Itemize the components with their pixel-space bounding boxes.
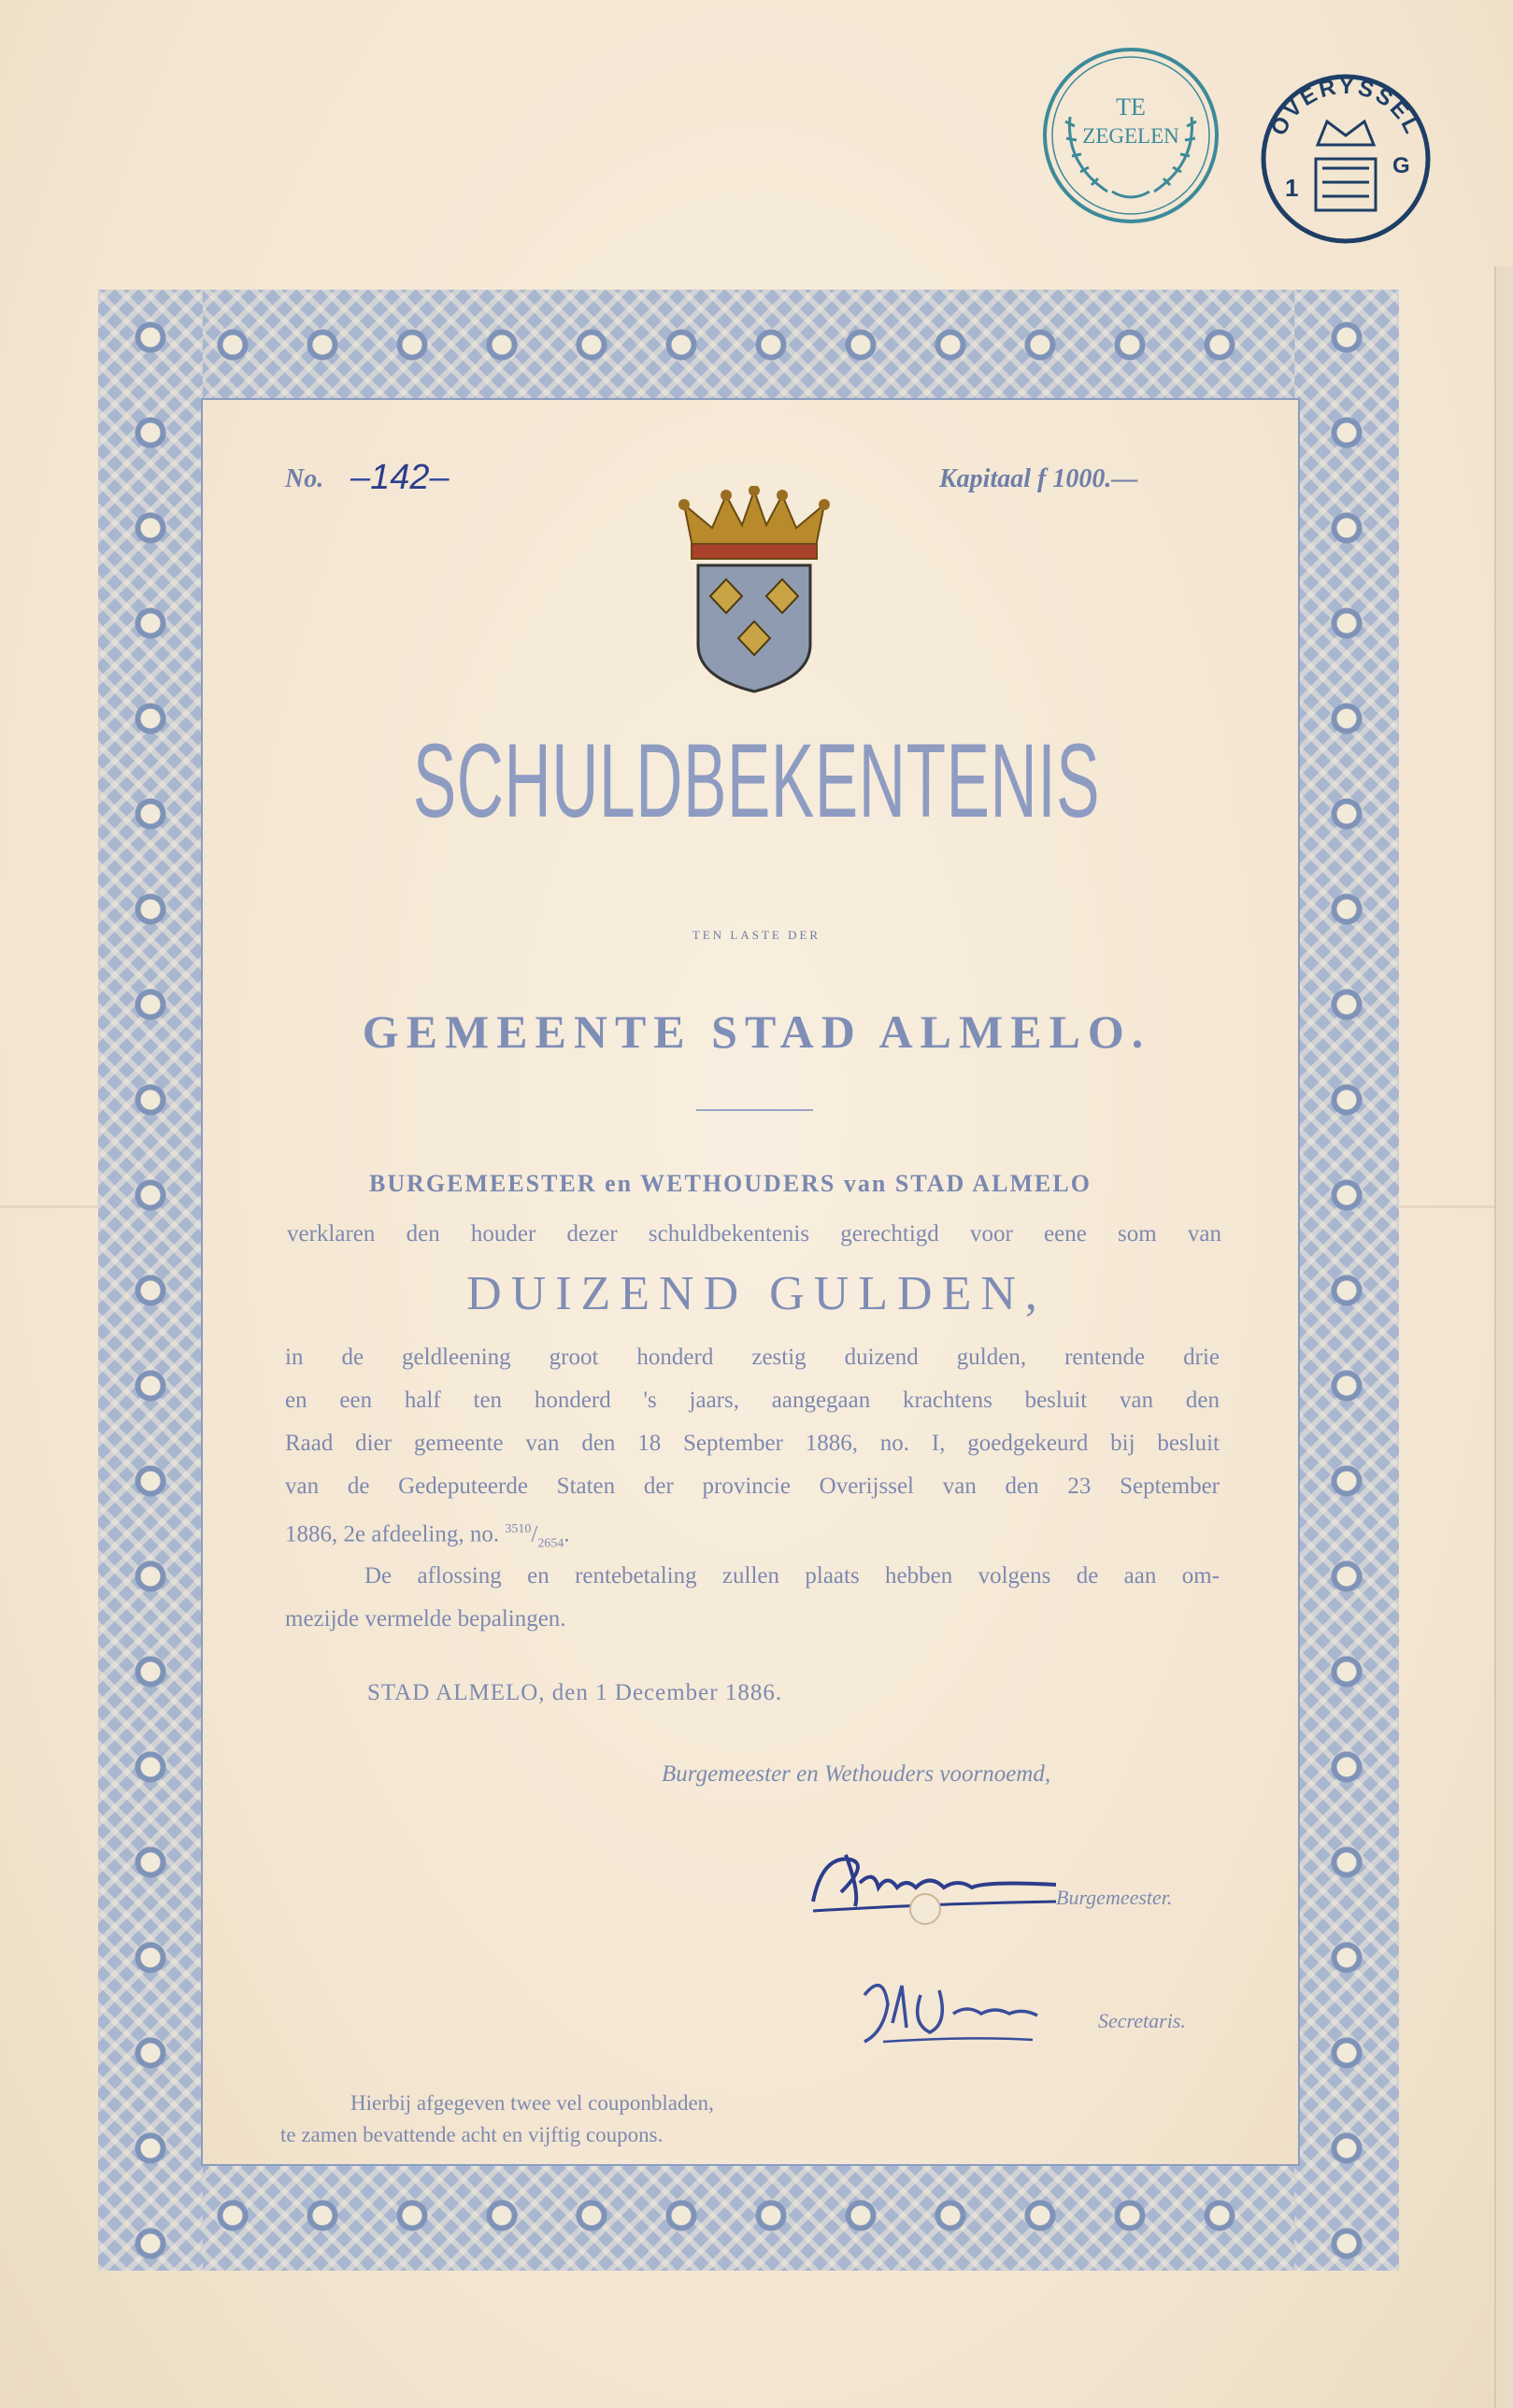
svg-text:OVERYSSEL <box>1266 74 1426 140</box>
repayment-paragraph <box>285 1555 1220 1641</box>
border-bottom <box>98 2160 1399 2271</box>
coupon-note <box>280 2087 785 2151</box>
repayment-line: De aflossing en rentebetaling zullen plaats hebben volgens de aan om- <box>364 1563 1220 1589</box>
divider <box>696 1109 813 1111</box>
declaration-line: verklaren den houder dezer schuldbekentenis gerechtigd voor eene som van <box>287 1221 1221 1247</box>
svg-text:G: G <box>1392 153 1410 178</box>
svg-text:1: 1 <box>1285 174 1299 202</box>
certificate-number: –142– <box>350 458 450 497</box>
terms-line: en een half ten honderd 's jaars, aangegaan krachtens besluit van den <box>285 1388 1220 1413</box>
stamp-te: TE <box>1116 93 1146 121</box>
secretaris-signature <box>846 1967 1098 2060</box>
fraction-numerator: 3510 <box>505 1522 532 1536</box>
terms-line: van de Gedeputeerde Staten der provincie Overijssel van den 23 September <box>285 1474 1220 1499</box>
border-top <box>98 290 1399 400</box>
issuer-line: BURGEMEESTER en WETHOUDERS van STAD ALMELO <box>369 1170 1092 1197</box>
te-zegelen-stamp <box>1037 42 1224 229</box>
paper-edge <box>1494 266 1513 2408</box>
overijssel-stamp <box>1252 65 1439 252</box>
signatories-heading: Burgemeester en Wethouders voornoemd, <box>662 1761 1051 1787</box>
coupon-note-line: te zamen bevattende acht en vijftig coupons. <box>280 2123 664 2146</box>
amount-words: DUIZEND GULDEN, <box>466 1267 1047 1320</box>
loan-terms-paragraph <box>285 1336 1220 1565</box>
fraction-denominator: 2654 <box>537 1536 564 1551</box>
coat-of-arms-icon <box>675 486 834 696</box>
repayment-line: mezijde vermelde bepalingen. <box>285 1606 566 1631</box>
terms-line: in de geldleening groot honderd zestig duizend gulden, rentende drie <box>285 1345 1220 1370</box>
subtitle-ten-laste: TEN LASTE DER <box>692 928 821 942</box>
certificate-number-value: 142 <box>370 458 430 497</box>
secretaris-label: Secretaris. <box>1098 2009 1186 2032</box>
stamp-zegelen: ZEGELEN <box>1082 124 1179 148</box>
burgemeester-signature <box>804 1836 1065 1930</box>
number-label: No. <box>285 464 324 493</box>
municipality-name: GEMEENTE STAD ALMELO. <box>362 1005 1151 1058</box>
capital-amount: Kapitaal f 1000.— <box>939 464 1138 493</box>
terms-line: Raad dier gemeente van den 18 September 1886, no. I, goedgekeurd bij besluit <box>285 1431 1220 1456</box>
stamp-overijssel-text: OVERYSSEL <box>1265 73 1426 140</box>
place-date: STAD ALMELO, den 1 December 1886. <box>367 1680 783 1705</box>
coupon-note-line: Hierbij afgegeven twee vel couponbladen, <box>350 2091 714 2115</box>
burgemeester-label: Burgemeester. <box>1056 1886 1173 1909</box>
terms-line-last: 1886, 2e afdeeling, no. $^{3510}/_{2654}$. <box>285 1521 570 1551</box>
document-title: SCHULDBEKENTENIS <box>412 722 1101 839</box>
